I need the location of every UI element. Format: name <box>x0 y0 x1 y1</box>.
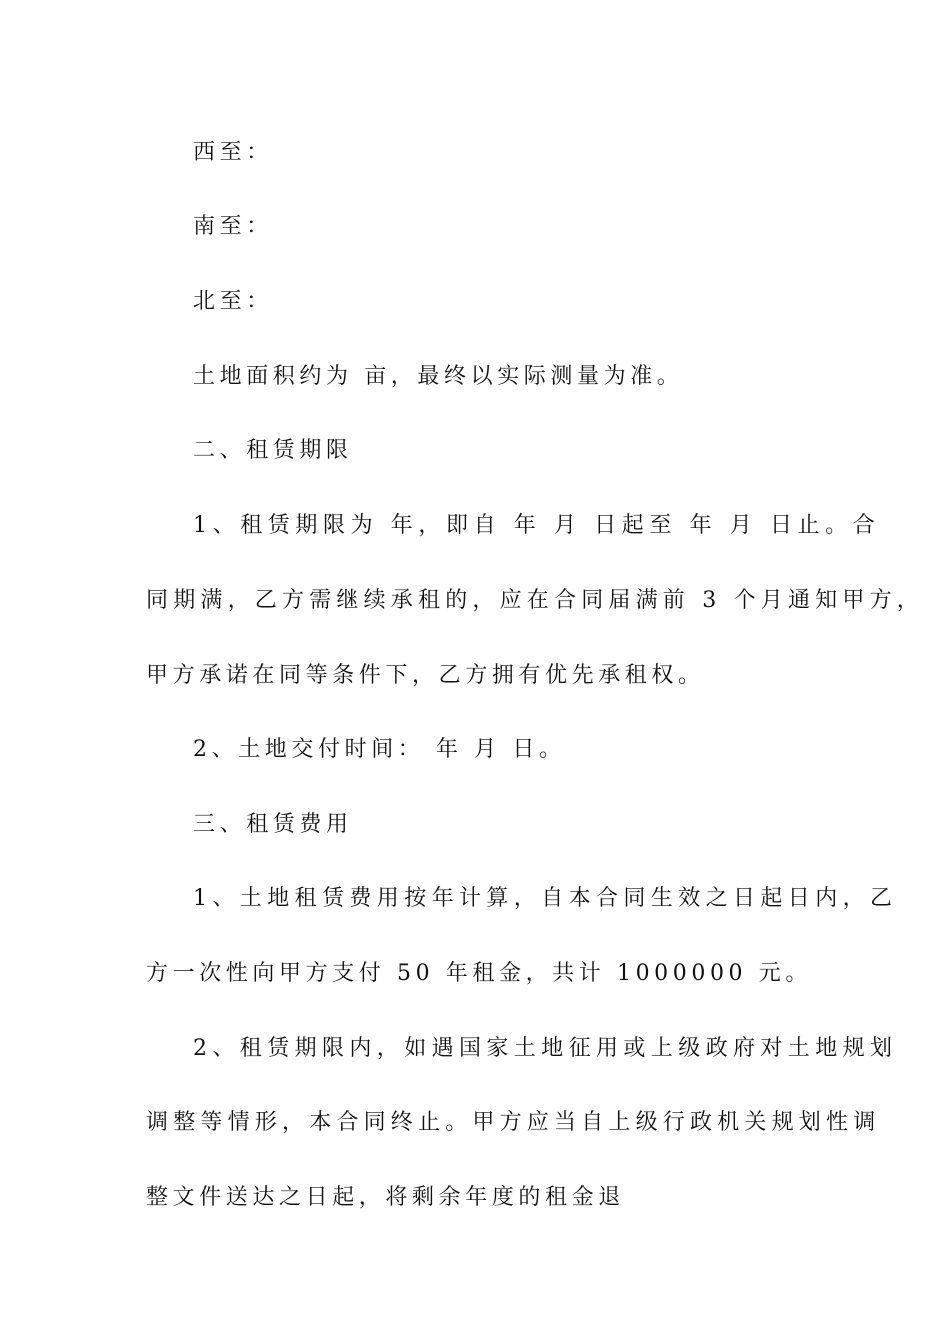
paragraph-line: 方一次性向甲方支付 50 年租金，共计 1000000 元。 <box>146 961 812 986</box>
boundary-north-line: 北至： <box>193 289 273 314</box>
paragraph-line: 1、土地租赁费用按年计算，自本合同生效之日起日内，乙 <box>193 886 898 911</box>
delivery-time-line: 2、土地交付时间： 年 月 日。 <box>193 737 566 762</box>
section-heading-lease-fee: 三、租赁费用 <box>193 812 353 837</box>
paragraph-line: 2、租赁期限内，如遇国家土地征用或上级政府对土地规划 <box>193 1036 898 1061</box>
paragraph-line: 调整等情形，本合同终止。甲方应当自上级行政机关规划性调 <box>146 1110 881 1135</box>
paragraph-line: 1、租赁期限为 年，即自 年 月 日起至 年 月 日止。合 <box>193 513 881 538</box>
section-heading-lease-term: 二、租赁期限 <box>193 438 353 463</box>
paragraph-line: 整文件送达之日起，将剩余年度的租金退 <box>146 1185 625 1210</box>
paragraph-line: 甲方承诺在同等条件下，乙方拥有优先承租权。 <box>146 663 705 688</box>
boundary-south-line: 南至： <box>193 214 273 239</box>
land-area-line: 土地面积约为 亩，最终以实际测量为准。 <box>193 364 684 389</box>
paragraph-line: 同期满，乙方需继续承租的，应在合同届满前 3 个月通知甲方， <box>146 588 924 613</box>
boundary-west-line: 西至： <box>193 140 273 165</box>
